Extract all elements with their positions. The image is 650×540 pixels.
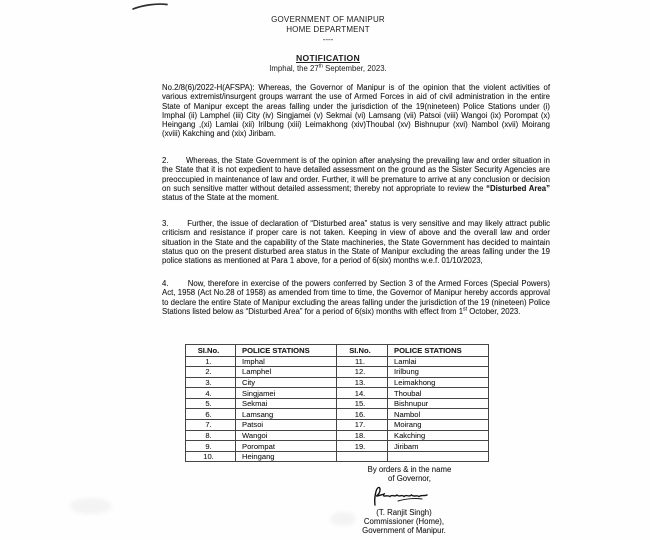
table-row [186,398,489,409]
police-station: Heingang [236,451,337,462]
police-station: Imphal [236,356,337,367]
notification-heading-block [163,53,493,73]
sl-no: 4. [186,388,236,399]
dateline-text: Imphal, the 27 [269,64,319,73]
table-row [186,441,489,452]
pen-stroke-mark [130,0,170,12]
police-station: Jiribam [388,441,489,452]
police-station: Irilbung [388,367,489,378]
police-station: Bishnupur [388,398,489,409]
police-station: Leimakhong [388,377,489,388]
police-station: Lamlai [388,356,489,367]
table-row [186,409,489,420]
department-name: HOME DEPARTMENT [286,25,370,34]
paragraph-4-text-end: October, 2023. [467,306,521,316]
signatory-name: (T. Ranjit Singh) [376,508,432,517]
paragraph-2-text-end: status of the State at the moment. [162,193,280,203]
sl-no: 9. [186,441,236,452]
police-station: Moirang [388,420,489,431]
signature-scribble [368,484,442,508]
paragraph-2 [162,156,550,202]
sl-no: 5. [186,398,236,409]
sl-no: 17. [337,420,388,431]
col-header-slno-left: SI.No. [186,345,236,357]
police-station: Sekmai [236,398,337,409]
police-station: Thoubal [388,388,489,399]
sl-no: 11. [337,356,388,367]
police-station: Porompat [236,441,337,452]
sl-no: 7. [186,420,236,431]
col-header-police-stations-right: POLICE STATIONS [388,345,489,357]
police-stations-table [185,344,489,462]
paragraph-4-text: 4. Now, therefore in exercise of the powers conferred by Section 3 of the Armed Forces (Special Powers) Act, 1958 (Act No.28 of 1958) as amended from time to time, the Governor of Manipur hereby accords approval to declare the entire State of Manipur excluding the areas falling under the jurisdiction of the 19 (nineteen) Police Stations listed below as “Disturbed Area” for a period of 6(six) months with effect from 1 [162,279,550,316]
police-station: Patsoi [236,420,337,431]
sl-no: 18. [337,430,388,441]
sl-no: 10. [186,451,236,462]
paragraph-4-operative [162,279,550,316]
signoff-line-1: By orders & in the name [367,465,452,474]
sl-no: 14. [337,388,388,399]
paragraph-4-ordinal-suffix: st [463,306,468,313]
dateline-text-end: September, 2023. [323,64,387,73]
letterhead [163,15,493,44]
sl-no: 13. [337,377,388,388]
sl-no: 16. [337,409,388,420]
scan-smudge [70,498,112,514]
paragraph-2-text: 2. Whereas, the State Government is of the opinion after analysing the prevailing law and order situation in the State that it is not expedient to have detailed assessment on the ground as the Sister Security Agencies are preoccupied in maintenance of law and order. Further, it will be premature to arrive at any conclusion or decision on such sensitive matter without detailed assessment; thereby not appropriate to review the [162,156,550,193]
sl-no: 1. [186,356,236,367]
separator-dashes: ---- [322,35,334,44]
police-station: Lamsang [236,409,337,420]
table-row [186,367,489,378]
signoff-line-2: of Governor, [388,473,431,483]
table-row [186,388,489,399]
table-row [186,420,489,431]
signatory-org: Government of Manipur. [362,525,446,535]
police-station: Lamphel [236,367,337,378]
sl-no: 6. [186,409,236,420]
police-station: City [236,377,337,388]
sl-no: 15. [337,398,388,409]
paragraph-1-preamble: No.2/8(6)/2022-H(AFSPA): Whereas, the Governor of Manipur is of the opinion that the violent activities of various extremist/insurgent groups warrant the use of Armed Forces in aid of civil administration in the entire State of Manipur except the areas falling under the jurisdiction of the 19(nineteen) Police Stations under (i) Imphal (ii) Lamphel (iii) City (iv) Singjamei (v) Sekmai (vi) Lamsang (vii) Patsoi (viii) Wangoi (ix) Porompat (x) Heingang ,(xi) Lamlai (xii) Irilbung (xiii) Leimakhong (xiv)Thoubal (xv) Bishnupur (xvi) Nambol (xvii) Moirang (xviii) Kakching and (xix) Jiribam. [162,83,550,139]
signatory-title: Commissioner (Home), [363,516,445,526]
col-header-police-stations-left: POLICE STATIONS [236,345,337,357]
paragraph-3: 3. Further, the issue of declaration of “Disturbed area” status is very sensitive and may likely attract public criticism and resistance if proper care is not taken. Keeping in view of above and the overall law and order situation in the State and the capability of the State machineries, the State Government has decided to maintain status quo on the present disturbed area status in the State of Manipur excluding the areas falling under the 19 police stations as mentioned at Para 1 above, for a period of 6(six) months w.e.f. 01/10/2023, [162,219,550,266]
table-row [186,451,489,462]
sl-no: 19. [337,441,388,452]
police-station: Kakching [388,430,489,441]
paragraph-2-disturbed-area-bold: “Disturbed Area” [486,183,550,193]
police-station: Nambol [388,409,489,420]
police-station: Wangoi [236,430,337,441]
notification-title: NOTIFICATION [295,53,361,63]
sl-no: 3. [186,377,236,388]
sl-no [337,451,388,462]
table-header-row [186,345,489,357]
sl-no: 8. [186,430,236,441]
table-row [186,430,489,441]
scan-smudge [330,512,356,526]
table-row [186,356,489,367]
table-row [186,377,489,388]
signoff-authority [352,466,467,484]
sl-no: 12. [337,367,388,378]
sl-no: 2. [186,367,236,378]
police-station: Singjamei [236,388,337,399]
signatory-block [338,509,470,535]
government-name: GOVERNMENT OF MANIPUR [271,15,385,24]
dateline-ordinal-suffix: th [318,63,323,70]
police-station [388,451,489,462]
col-header-slno-right: SI.No. [337,345,388,357]
dateline [163,64,493,73]
